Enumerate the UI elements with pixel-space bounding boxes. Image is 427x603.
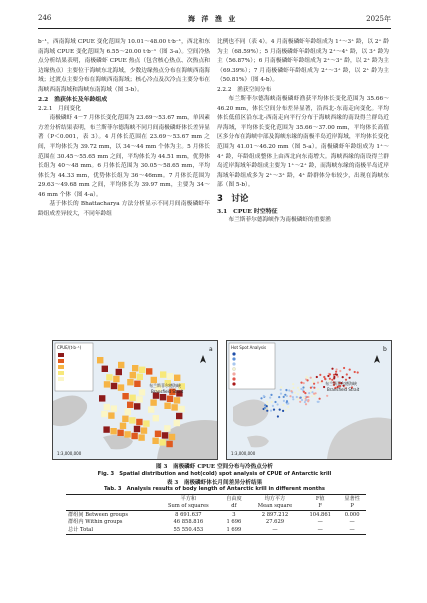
hot-spot-point <box>308 392 310 394</box>
header-cell: df <box>220 503 248 511</box>
place-label-cn: 布兰斯菲尔德海峡 <box>325 381 357 386</box>
hot-spot-point <box>326 395 328 397</box>
cpue-cell <box>111 405 117 411</box>
hot-spot-point <box>282 410 284 412</box>
cpue-cell <box>132 365 138 371</box>
hot-spot-point <box>349 377 351 379</box>
cpue-cell <box>113 376 119 382</box>
subsection-heading: 2.2.2 渔获空间分布 <box>217 86 272 93</box>
table-header-row <box>66 495 366 503</box>
hot-spot-point <box>318 401 320 403</box>
hot-spot-point <box>301 399 303 401</box>
table-cell: 8 691.637 <box>175 511 202 518</box>
hot-spot-point <box>329 373 331 375</box>
cpue-cell <box>155 431 161 437</box>
hot-spot-point <box>286 395 288 397</box>
header-cell: 显著性 <box>338 495 366 503</box>
table-cell: — <box>338 526 366 534</box>
cpue-cell <box>174 397 180 403</box>
anova-table <box>66 494 366 535</box>
hot-spot-point <box>273 409 275 411</box>
hot-spot-point <box>310 377 312 379</box>
cpue-cell <box>127 402 133 408</box>
legend-swatch <box>232 357 235 360</box>
page-number: 246 <box>38 14 52 22</box>
cpue-cell <box>169 434 175 440</box>
hot-spot-point <box>264 404 266 406</box>
legend-swatch <box>58 353 64 357</box>
hot-spot-point <box>313 387 315 389</box>
cpue-cell <box>164 425 170 431</box>
cpue-cell <box>120 423 126 429</box>
hot-spot-point <box>300 382 302 384</box>
legend-swatch <box>232 377 235 380</box>
cpue-cell <box>138 434 144 440</box>
hot-spot-point <box>292 383 294 385</box>
cpue-cell <box>104 404 110 410</box>
table-row <box>66 519 366 527</box>
hot-spot-map <box>226 340 392 460</box>
cpue-cell <box>178 406 184 412</box>
hot-spot-point <box>297 387 299 389</box>
hot-spot-point <box>327 375 329 377</box>
hot-spot-point <box>266 410 268 412</box>
hot-spot-point <box>342 376 344 378</box>
table-row <box>66 511 366 519</box>
map-a-graphic <box>53 341 217 459</box>
hot-spot-point <box>289 395 291 397</box>
legend-title: CPUE/(t·b⁻¹) <box>57 345 82 350</box>
hot-spot-point <box>280 386 282 388</box>
hot-spot-point <box>329 378 331 380</box>
cpue-cell <box>164 403 170 409</box>
legend-title: Hot Spot Analysis <box>231 345 267 350</box>
cpue-cell <box>103 426 109 432</box>
hot-spot-point <box>292 387 294 389</box>
table-cell: 3 <box>232 511 236 518</box>
hot-spot-point <box>280 389 282 391</box>
hot-spot-point <box>354 371 356 373</box>
table-cell: 46 858.816 <box>173 519 204 526</box>
header-cell: P <box>338 503 366 511</box>
hot-spot-point <box>288 389 290 391</box>
north-arrow-icon <box>374 355 380 363</box>
legend-swatch <box>232 362 235 365</box>
cpue-cell <box>97 357 103 363</box>
header-cell: 自由度 <box>220 495 248 503</box>
cpue-cell <box>108 412 114 418</box>
cpue-cell <box>130 372 136 378</box>
cpue-cell <box>134 426 140 432</box>
hot-spot-point <box>280 393 282 395</box>
hot-spot-point <box>349 369 351 371</box>
cpue-cell <box>167 373 173 379</box>
cpue-cell <box>141 427 147 433</box>
cpue-cell <box>122 416 128 422</box>
table-cell: — <box>248 526 302 534</box>
table-cell: 总计 Total <box>66 526 157 534</box>
hot-spot-point <box>300 397 302 399</box>
cpue-cell <box>134 403 140 409</box>
hot-spot-point <box>312 379 314 381</box>
paragraph: 南极磷虾 4－7 月体长变化范围为 23.69～53.67 mm，单因素方差分析结果表明，布兰斯菲尔德海峡不同月间南极磷虾体长差异显著（P＜0.001，表 3）。4 月体长范围在 23.69～53.67 mm 之间，平均体长为 39.72 mm，以 34～44 mm 个体为主。5 月体长范围在 30.45～55.65 mm 之间，平均体长为 44.51 mm，优势体长组为 40～48 mm。6 月体长范围为 30.05～58.65 mm，平均体长为 44.33 mm，优势体长组为 36～46mm。7 月体长范围为 29.63～49.68 mm 之间，平均体长为 39.97 mm，主要为 34～46 mm 个体（图 4-a）。 <box>38 115 210 198</box>
cpue-cell <box>110 428 116 434</box>
hot-spot-point <box>260 397 262 399</box>
hot-spot-point <box>270 394 272 396</box>
left-column <box>38 38 210 219</box>
hot-spot-point <box>297 393 299 395</box>
hot-spot-point <box>298 389 300 391</box>
paragraph: b⁻¹，西南海域 CPUE 变化范围为 10.01～48.00 t·b⁻¹，西北和东南海域 CPUE 变化范围为 6.55～20.00 t·b⁻¹（图 3-a）。空间冷热点分析结果表明，南极磷虾 CPUE 热点（包含核心热点、次热点和边缘热点）主要位于海峡东北海域，少数边缘热点分布在海峡西南海域；过渡点主要分布在海峡西南海域；核心冷点及次冷点主要分布在海峡西南海域和海峡东南海域（图 3-b）。 <box>38 39 210 93</box>
running-header <box>38 14 391 28</box>
hot-spot-point <box>323 376 325 378</box>
hot-spot-point <box>303 382 305 384</box>
hot-spot-point <box>321 380 323 382</box>
north-arrow-icon <box>200 355 206 363</box>
cpue-cell <box>160 394 166 400</box>
hot-spot-point <box>307 396 309 398</box>
hot-spot-point <box>323 386 325 388</box>
hot-spot-point <box>310 387 312 389</box>
hot-spot-point <box>282 404 284 406</box>
table-cell: 2 897.212 <box>261 511 289 518</box>
header-cell: F值 <box>302 495 338 503</box>
right-column <box>217 38 389 226</box>
hot-spot-point <box>297 398 299 400</box>
cpue-cell <box>167 396 173 402</box>
hot-spot-point <box>300 388 302 390</box>
header-cell: Sum of squares <box>157 503 220 511</box>
hot-spot-point <box>307 399 309 401</box>
section-heading: 3 讨论 <box>217 193 249 204</box>
cpue-cell <box>101 411 107 417</box>
hot-spot-point <box>305 403 307 405</box>
hot-spot-point <box>313 383 315 385</box>
hot-spot-point <box>357 371 359 373</box>
hot-spot-point <box>306 377 308 379</box>
hot-spot-point <box>337 376 339 378</box>
table-cell: 群组间 Between groups <box>68 511 128 518</box>
hot-spot-point <box>307 379 309 381</box>
hot-spot-point <box>319 374 321 376</box>
figure-caption-cn: 图 3 南极磷虾 CPUE 空间分布与冷热点分析 <box>155 464 274 470</box>
table-caption-cn: 表 3 南极磷虾体长月间差异分析结果 <box>166 480 263 486</box>
header-cell <box>66 503 157 511</box>
hot-spot-point <box>319 398 321 400</box>
hot-spot-point <box>271 401 273 403</box>
figure-caption-en: Fig. 3 Spatial distribution and hot(cold) spot analysis of CPUE of Antarctic krill <box>97 471 332 477</box>
header-cell <box>66 495 157 503</box>
hot-spot-point <box>304 401 306 403</box>
hot-spot-point <box>277 403 279 405</box>
cpue-cell <box>139 389 145 395</box>
cpue-cell <box>143 420 149 426</box>
cpue-cell <box>139 367 145 373</box>
hot-spot-point <box>279 409 281 411</box>
hot-spot-point <box>294 392 296 394</box>
journal-title: 海 洋 渔 业 <box>188 14 238 23</box>
table-row <box>66 526 366 534</box>
hot-spot-point <box>266 401 268 403</box>
hot-spot-point <box>283 400 285 402</box>
table-cell: — <box>302 526 338 534</box>
cpue-cell <box>122 393 128 399</box>
legend-swatch <box>232 382 235 385</box>
hot-spot-point <box>284 409 286 411</box>
place-label-cn: 布兰斯菲尔德海峡 <box>149 383 181 388</box>
table-cell: 104.861 <box>309 511 331 518</box>
cpue-cell <box>148 406 154 412</box>
journal-year: 2025年 <box>366 15 391 23</box>
table-header-row <box>66 503 366 511</box>
hot-spot-point <box>277 415 279 417</box>
cpue-cell <box>117 430 123 436</box>
cpue-cell <box>134 381 140 387</box>
hot-spot-point <box>331 368 333 370</box>
hot-spot-point <box>343 367 345 369</box>
cpue-cell <box>129 417 135 423</box>
map-scale: 1:3,000,000 <box>57 451 82 456</box>
hot-spot-point <box>285 389 287 391</box>
cpue-cell <box>99 395 105 401</box>
hot-spot-point <box>269 397 271 399</box>
cpue-cell <box>137 374 143 380</box>
table-cell: 0.000 <box>344 511 360 518</box>
cpue-cell <box>111 383 117 389</box>
hot-spot-point <box>317 382 319 384</box>
cpue-cell <box>106 374 112 380</box>
place-label-en: Bransfield Strait <box>151 389 184 394</box>
paragraph: 布兰斯菲尔德海峡作为南极磷虾的重要渔 <box>228 217 331 224</box>
hot-spot-point <box>302 386 304 388</box>
cpue-cell <box>118 384 124 390</box>
cpue-cell <box>153 415 159 421</box>
cpue-cell <box>160 371 166 377</box>
hot-spot-point <box>296 396 298 398</box>
cpue-cell <box>166 441 172 447</box>
paragraph: 比例也不同（表 4）。4 月南极磷虾年龄组成为 1⁺～3⁺ 龄，以 2⁺ 龄为主（68.59%）；5 月南极磷虾年龄组成为 2⁺～4⁺ 龄，以 3⁺ 龄为主（56.87%）；6 月南极磷虾年龄组成为 2⁺～3⁺ 龄，以 2⁺ 龄为主（69.39%）；7 月南极磷虾年龄组成为 2⁺～3⁺ 龄，以 2⁺ 龄为主（50.81%）（图 4-b）。 <box>217 39 389 84</box>
panel-label: a <box>209 346 213 353</box>
hot-spot-point <box>283 396 285 398</box>
hot-spot-point <box>311 395 313 397</box>
cpue-cell <box>127 379 133 385</box>
section-heading: 2.2 渔获体长及年龄组成 <box>38 96 108 104</box>
hot-spot-point <box>264 407 266 409</box>
header-rule <box>38 28 391 29</box>
hot-spot-point <box>335 371 337 373</box>
hot-spot-point <box>336 374 338 376</box>
header-cell: F <box>302 503 338 511</box>
map-scale: 1:3,000,000 <box>231 451 256 456</box>
hot-spot-point <box>263 395 265 397</box>
legend-swatch <box>58 365 64 369</box>
cpue-cell <box>176 413 182 419</box>
cpue-cell <box>129 395 135 401</box>
hot-spot-point <box>270 410 272 412</box>
hot-spot-point <box>316 376 318 378</box>
cpue-cell <box>136 396 142 402</box>
subsection-heading: 3.1 CPUE 时空特征 <box>217 207 278 215</box>
table-cell: 1 696 <box>226 519 242 526</box>
table-cell: 55 550.453 <box>157 526 220 534</box>
cpue-cell <box>125 409 131 415</box>
header-cell: 均方平方 <box>248 495 302 503</box>
hot-spot-point <box>290 390 292 392</box>
land-mass <box>53 395 87 426</box>
cpue-cell <box>150 399 156 405</box>
place-label-en: Bransfield Strait <box>327 387 360 392</box>
hot-spot-point <box>311 391 313 393</box>
cpue-cell <box>174 420 180 426</box>
legend-swatch <box>58 359 64 363</box>
cpue-cell <box>174 375 180 381</box>
table-caption-en: Tab. 3 Analysis results of body length of Antarctic krill in different months <box>104 486 325 492</box>
cpue-cell <box>116 369 122 375</box>
subsection-heading: 2.2.1 月间变化 <box>38 105 81 112</box>
legend-swatch <box>232 372 235 375</box>
map-b-graphic <box>227 341 391 459</box>
hot-spot-point <box>315 392 317 394</box>
table-cell: 群组内 Within groups <box>68 519 123 526</box>
land-mass <box>247 436 269 448</box>
cpue-cell <box>171 404 177 410</box>
cpue-cell <box>104 381 110 387</box>
hot-spot-point <box>287 406 289 408</box>
legend-swatch <box>58 377 64 381</box>
hot-spot-point <box>292 398 294 400</box>
land-mass <box>327 418 391 460</box>
hot-spot-point <box>346 373 348 375</box>
hot-spot-point <box>303 391 305 393</box>
header-cell: Mean square <box>248 503 302 511</box>
hot-spot-point <box>333 377 335 379</box>
table-cell: — <box>349 519 355 526</box>
hot-spot-point <box>324 378 326 380</box>
hot-spot-point <box>278 396 280 398</box>
hot-spot-point <box>274 401 276 403</box>
hot-spot-point <box>336 368 338 370</box>
land-mass <box>233 399 269 426</box>
hot-spot-point <box>299 401 301 403</box>
hot-spot-point <box>272 405 274 407</box>
cpue-cell <box>146 368 152 374</box>
panel-label: b <box>383 346 387 353</box>
cpue-cell <box>162 432 168 438</box>
hot-spot-point <box>303 396 305 398</box>
cpue-cell <box>159 439 165 445</box>
table-cell: 1 699 <box>220 526 248 534</box>
hot-spot-point <box>286 403 288 405</box>
hot-spot-point <box>292 396 294 398</box>
hot-spot-point <box>317 388 319 390</box>
paragraph: 基于体长的 Bhattacharya 方法分析显示不同月间南极磷虾年龄组成差异较大，不同年龄组 <box>38 201 210 217</box>
table-cell: — <box>317 519 323 526</box>
paragraph: 布兰斯菲尔德海峡南极磷虾渔获平均体长变化范围为 35.66～46.20 mm，体长空间分布差异显著，沿西北-东南走向变化。平均体长低值区沿东北-西南走向平行分布于海峡西缘的南设得兰群岛近岸海域，平均体长变化范围为 35.66～37.00 mm，平均体长高值区多分布在海峡中部及海峡东缘的南极半岛近岸海域，平均体长变化范围为 41.01～46.20 mm（图 5-a）。南极磷虾年龄组成为 1⁺～4⁺ 龄，年龄组成整体上由西北向东南增大。海峡西缘的南设得兰群岛近岸海域年龄组成主要为 1⁺～2⁺ 龄，而海峡东缘的南极半岛近岸海域年龄组成多为 2⁺～3⁺ 龄，4⁺ 龄群体分布较少，出现在海峡东部（图 5-b）。 <box>217 96 389 189</box>
cpue-cell <box>152 438 158 444</box>
cpue-cell <box>124 431 130 437</box>
legend-swatch <box>58 371 64 375</box>
hot-spot-point <box>339 370 341 372</box>
cpue-distribution-map <box>52 340 218 460</box>
cpue-cell <box>136 419 142 425</box>
table-cell: 27.629 <box>265 519 285 526</box>
header-cell: 平方和 <box>157 495 220 503</box>
legend-swatch <box>232 352 235 355</box>
cpue-cell <box>118 362 124 368</box>
legend-swatch <box>232 367 235 370</box>
cpue-cell <box>131 433 137 439</box>
cpue-cell <box>102 366 108 372</box>
